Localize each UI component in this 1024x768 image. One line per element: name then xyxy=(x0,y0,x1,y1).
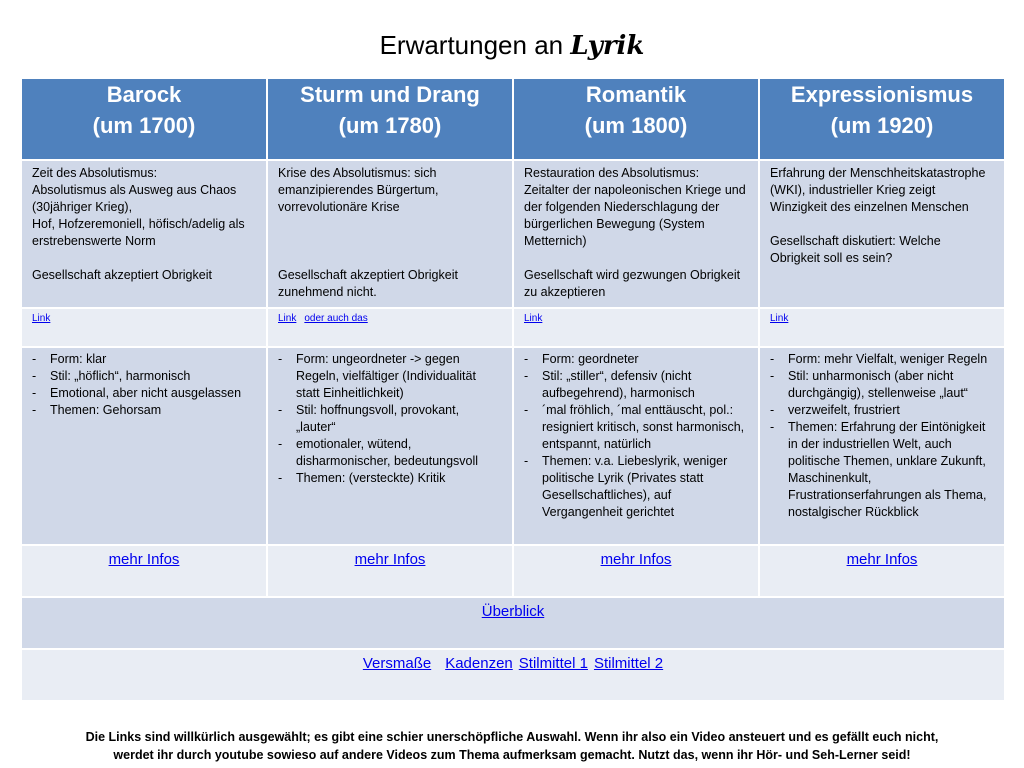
context-cell-barock xyxy=(21,160,267,308)
video-link[interactable]: Link xyxy=(770,313,789,324)
feature-list xyxy=(524,351,748,521)
overview-cell xyxy=(21,597,1005,649)
more-info-link-sturm-und-drang[interactable]: mehr Infos xyxy=(354,551,426,568)
context-line: Zeitalter der napoleonischen Kriege und der folgenden Niederschlagung der bürgerlichen Bewegung (System Metternich) xyxy=(524,183,746,248)
features-cell-romantik xyxy=(513,347,759,545)
context-line: Krise des Absolutismus: sich emanzipierendes Bürgertum, vorrevolutionäre Krise xyxy=(278,166,439,214)
features-cell-sturm-und-drang xyxy=(267,347,513,545)
context-line: Restauration des Absolutismus: xyxy=(524,166,700,180)
links-cell-sturm-und-drang xyxy=(267,308,513,347)
feature-item: - Stil: „stiller“, defensiv (nicht aufbegehrend), harmonisch xyxy=(524,368,748,402)
context-cell-sturm-und-drang xyxy=(267,160,513,308)
society-text: Gesellschaft wird gezwungen Obrigkeit zu akzeptieren xyxy=(524,268,741,299)
header-cell-barock xyxy=(21,78,267,160)
feature-item: - Form: ungeordneter -> gegen Regeln, vielfältiger (Individualität statt Einheitlichkeit) xyxy=(278,351,502,402)
feature-item: - emotionaler, wütend, disharmonischer, bedeutungsvoll xyxy=(278,436,502,470)
more-info-row xyxy=(21,545,1005,597)
feature-item: - Stil: hoffnungsvoll, provokant, „lauter“ xyxy=(278,402,502,436)
bottom-links-cell xyxy=(21,649,1005,701)
society-text: Gesellschaft akzeptiert Obrigkeit xyxy=(32,268,212,282)
title-main: Erwartungen an xyxy=(379,30,571,60)
bottom-links-row xyxy=(21,649,1005,701)
feature-item: - Stil: unharmonisch (aber nicht durchgängig), stellenweise „laut“ xyxy=(770,368,994,402)
features-row xyxy=(21,347,1005,545)
features-cell-barock xyxy=(21,347,267,545)
feature-item: - verzweifelt, frustriert xyxy=(770,402,994,419)
stilmittel-2-link[interactable]: Stilmittel 2 xyxy=(593,655,664,672)
footer-line-2: werdet ihr durch youtube sowieso auf andere Videos zum Thema aufmerksam gemacht. Nutzt das, wenn ihr Hör- und Seh-Lerner seid! xyxy=(113,748,911,762)
more-info-link-romantik[interactable]: mehr Infos xyxy=(600,551,672,568)
more-info-cell xyxy=(513,545,759,597)
epoch-period: (um 1780) xyxy=(338,113,442,138)
header-cell-expressionismus xyxy=(759,78,1005,160)
links-cell-romantik xyxy=(513,308,759,347)
feature-item: - Themen: (versteckte) Kritik xyxy=(278,470,502,487)
footer-line-1: Die Links sind willkürlich ausgewählt; es gibt eine schier unerschöpfliche Auswahl. Wenn ihr also ein Video ansteuert und es gefällt euch nicht, xyxy=(85,730,939,744)
epoch-period: (um 1920) xyxy=(830,113,934,138)
context-line: Zeit des Absolutismus: xyxy=(32,166,158,180)
epoch-name: Barock xyxy=(106,82,182,107)
video-link[interactable]: Link xyxy=(32,313,51,324)
feature-item: - Themen: Erfahrung der Eintönigkeit in der industriellen Welt, auch politische Themen, unklare Zukunft, Maschinenkult, Frustrationserfahrungen als Thema, nostalgischer Rückblick xyxy=(770,419,994,521)
context-line: Erfahrung der Menschheitskatastrophe (WKI), industrieller Krieg zeigt Winzigkeit des einzelnen Menschen xyxy=(770,166,986,214)
features-cell-expressionismus xyxy=(759,347,1005,545)
feature-list xyxy=(770,351,994,521)
page-title xyxy=(0,27,1024,64)
feature-list xyxy=(32,351,256,419)
context-line: Hof, Hofzeremoniell, höfisch/adelig als erstrebenswerte Norm xyxy=(32,217,245,248)
epochs-table xyxy=(20,77,1006,702)
title-lyrik: Lyrik xyxy=(570,31,645,61)
versmasse-link[interactable]: Versmaße xyxy=(362,655,432,672)
overview-row xyxy=(21,597,1005,649)
context-cell-expressionismus xyxy=(759,160,1005,308)
more-info-cell xyxy=(267,545,513,597)
footer-note xyxy=(0,728,1024,764)
epoch-period: (um 1800) xyxy=(584,113,688,138)
links-cell-expressionismus xyxy=(759,308,1005,347)
video-link-alt[interactable]: oder auch das xyxy=(304,313,368,324)
feature-item: - ´mal fröhlich, ´mal enttäuscht, pol.: resigniert kritisch, sonst harmonisch, entspannt, natürlich xyxy=(524,402,748,453)
kadenzen-link[interactable]: Kadenzen xyxy=(445,655,513,672)
links-cell-barock xyxy=(21,308,267,347)
feature-item: - Stil: „höflich“, harmonisch xyxy=(32,368,256,385)
video-link[interactable]: Link xyxy=(278,313,297,324)
feature-item: - Themen: v.a. Liebeslyrik, weniger politische Lyrik (Privates statt Gesellschaftliches), auf Vergangenheit gerichtet xyxy=(524,453,748,521)
video-link[interactable]: Link xyxy=(524,313,543,324)
more-info-cell xyxy=(759,545,1005,597)
context-cell-romantik xyxy=(513,160,759,308)
overview-link[interactable]: Überblick xyxy=(481,603,545,620)
feature-item: - Form: mehr Vielfalt, weniger Regeln xyxy=(770,351,994,368)
links-row xyxy=(21,308,1005,347)
more-info-cell xyxy=(21,545,267,597)
society-text: Gesellschaft akzeptiert Obrigkeit zunehmend nicht. xyxy=(278,268,458,299)
more-info-link-barock[interactable]: mehr Infos xyxy=(108,551,180,568)
header-row xyxy=(21,78,1005,160)
epoch-name: Romantik xyxy=(585,82,687,107)
context-row xyxy=(21,160,1005,308)
epoch-period: (um 1700) xyxy=(92,113,196,138)
feature-item: - Themen: Gehorsam xyxy=(32,402,256,419)
feature-item: - Emotional, aber nicht ausgelassen xyxy=(32,385,256,402)
epoch-name: Sturm und Drang xyxy=(300,82,480,107)
more-info-link-expressionismus[interactable]: mehr Infos xyxy=(846,551,918,568)
society-text: Gesellschaft diskutiert: Welche Obrigkeit soll es sein? xyxy=(770,234,941,265)
feature-item: - Form: klar xyxy=(32,351,256,368)
feature-item: - Form: geordneter xyxy=(524,351,748,368)
epoch-name: Expressionismus xyxy=(790,82,974,107)
feature-list xyxy=(278,351,502,487)
header-cell-romantik xyxy=(513,78,759,160)
header-cell-sturm-und-drang xyxy=(267,78,513,160)
context-line: Absolutismus als Ausweg aus Chaos (30jähriger Krieg), xyxy=(32,183,237,214)
stilmittel-1-link[interactable]: Stilmittel 1 xyxy=(518,655,588,672)
